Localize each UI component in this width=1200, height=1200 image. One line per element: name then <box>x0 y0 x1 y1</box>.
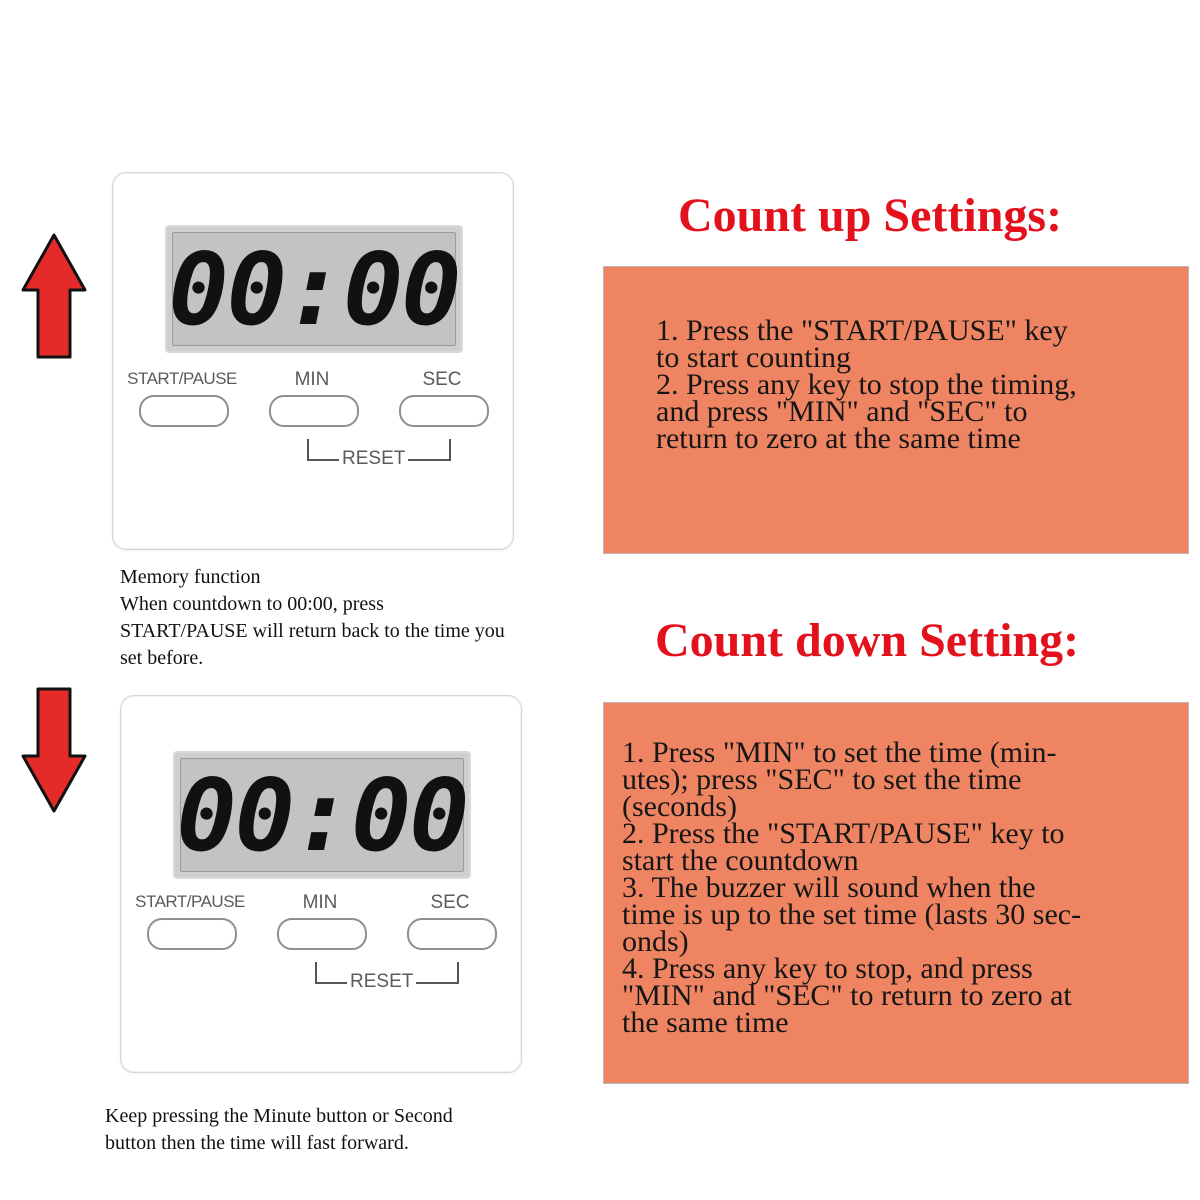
fast-forward-note <box>105 1103 575 1157</box>
timer-count-down <box>120 695 522 1073</box>
instruction-line: 2. Press the "START/PAUSE" key to <box>622 817 1065 850</box>
memory-note-line: Memory function <box>120 566 261 588</box>
instruction-line: 3. The buzzer will sound when the <box>622 871 1036 904</box>
instruction-line: to start counting <box>656 341 851 374</box>
instruction-line: 1. Press "MIN" to set the time (min- <box>622 736 1057 769</box>
fast-forward-note-line: Keep pressing the Minute button or Second <box>105 1105 453 1127</box>
lcd-bezel <box>165 225 463 353</box>
count-down-instructions-box <box>603 702 1189 1084</box>
instruction-line: and press "MIN" and "SEC" to <box>656 395 1028 428</box>
memory-note-line: START/PAUSE will return back to the time you <box>120 620 505 642</box>
instruction-line: time is up to the set time (lasts 30 sec- <box>622 898 1082 931</box>
instruction-line: onds) <box>622 925 689 958</box>
count-up-heading: Count up Settings: <box>678 189 1063 242</box>
min-label: MIN <box>294 369 330 390</box>
count-up-instructions-box <box>603 266 1189 554</box>
sec-label: SEC <box>422 369 462 390</box>
lcd-screen <box>168 230 460 348</box>
min-button[interactable] <box>277 918 367 950</box>
reset-label: RESET <box>339 448 408 470</box>
instruction-line: 4. Press any key to stop, and press <box>622 952 1033 985</box>
reset-label: RESET <box>347 971 416 993</box>
timer-count-up <box>112 172 514 550</box>
count-up-instructions <box>656 314 1181 455</box>
sec-button[interactable] <box>399 395 489 427</box>
sec-label: SEC <box>430 892 470 913</box>
instruction-line: start the countdown <box>622 844 859 877</box>
instruction-line: "MIN" and "SEC" to return to zero at <box>622 979 1072 1012</box>
instruction-line: 1. Press the "START/PAUSE" key <box>656 314 1068 347</box>
start-pause-button[interactable] <box>147 918 237 950</box>
instruction-line: return to zero at the same time <box>656 422 1021 455</box>
instruction-line: utes); press "SEC" to set the time <box>622 763 1022 796</box>
count-down-heading: Count down Setting: <box>655 614 1080 667</box>
instruction-line: the same time <box>622 1006 789 1039</box>
fast-forward-note-line: button then the time will fast forward. <box>105 1132 409 1154</box>
memory-note-line: When countdown to 00:00, press <box>120 593 384 615</box>
lcd-screen <box>176 756 468 874</box>
lcd-display: 00:00 <box>168 230 460 348</box>
count-down-instructions <box>622 736 1182 1039</box>
lcd-bezel <box>173 751 471 879</box>
sec-button[interactable] <box>407 918 497 950</box>
start-pause-label: START/PAUSE <box>135 892 245 911</box>
down-arrow-icon <box>20 686 88 814</box>
lcd-display: 00:00 <box>176 756 468 874</box>
min-label: MIN <box>302 892 338 913</box>
instruction-line: 2. Press any key to stop the timing, <box>656 368 1077 401</box>
min-button[interactable] <box>269 395 359 427</box>
up-arrow-icon <box>20 232 88 360</box>
instruction-line: (seconds) <box>622 790 737 823</box>
start-pause-button[interactable] <box>139 395 229 427</box>
memory-note <box>120 564 590 672</box>
start-pause-label: START/PAUSE <box>127 369 237 388</box>
memory-note-line: set before. <box>120 647 204 669</box>
